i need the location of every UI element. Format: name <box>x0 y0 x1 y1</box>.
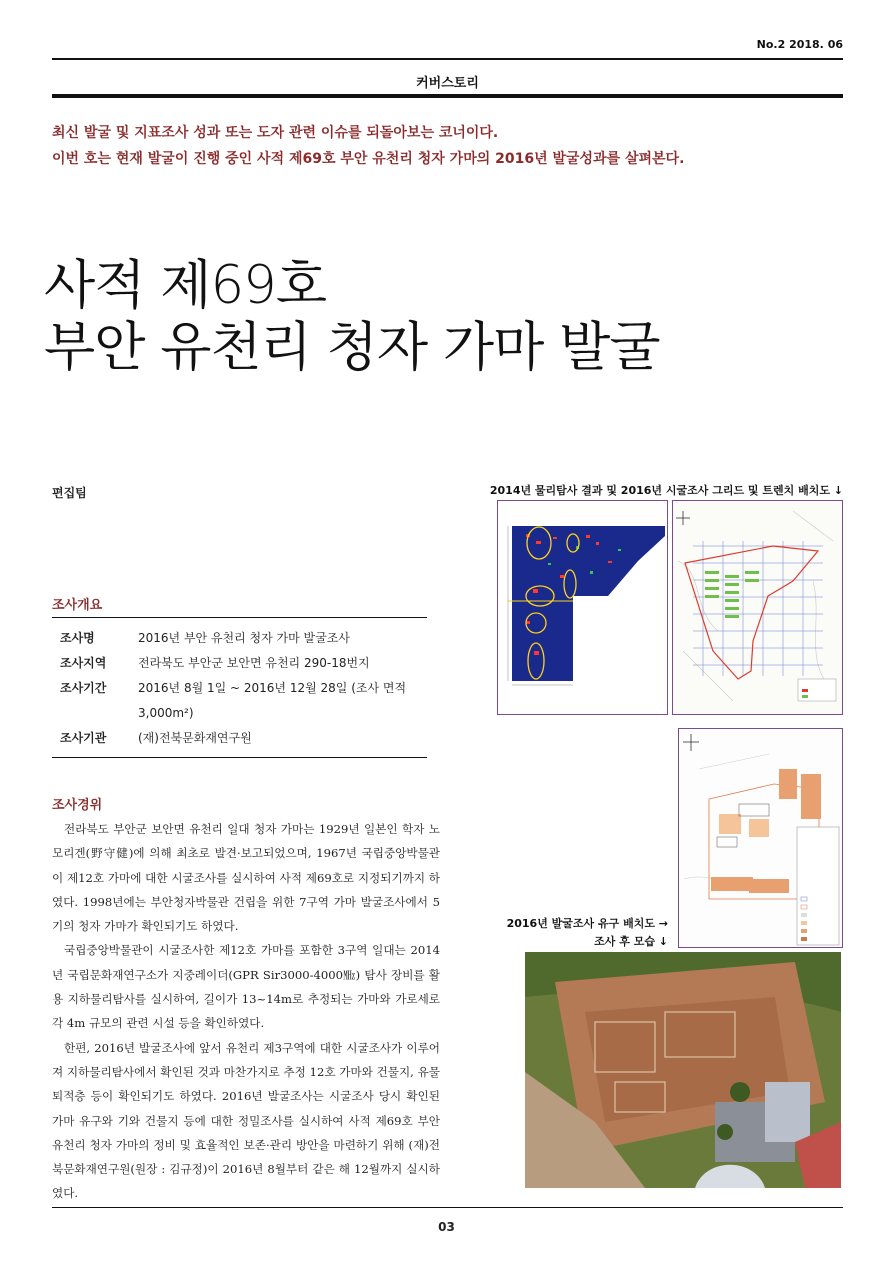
overview-value: 2016년 부안 유천리 청자 가마 발굴조사 <box>138 631 350 645</box>
overview-key: 조사기간 <box>60 681 107 695</box>
site-plan-figure <box>678 728 843 948</box>
figure-caption-top: 2014년 물리탐사 결과 및 2016년 시굴조사 그리드 및 트렌치 배치도 ↓ <box>489 484 843 497</box>
title-line-2: 부안 유천리 청자 가마 발굴 <box>44 317 660 378</box>
overview-value: 전라북도 부안군 보안면 유천리 290-18번지 <box>138 656 370 670</box>
history-paragraph: 전라북도 부안군 보안면 유천리 일대 청자 가마는 1929년 일본인 학자 노모리겐(野守健)에 의해 최초로 발견·보고되었으며, 1967년 국립중앙박물관이 제12호 가마에 대한 시굴조사를 실시하여 사적 제69호로 지정되기까지 하였다. 1998년에는 부안청자박물관 건립을 위한 7구역 가마 발굴조사에서 5기의 청자 가마가 확인되기도 하였다. <box>52 822 440 934</box>
figure-caption-line: 2016년 발굴조사 유구 배치도 → <box>506 917 668 930</box>
overview-row <box>52 676 427 726</box>
history-body <box>52 817 440 1206</box>
overview-key: 조사지역 <box>60 656 107 670</box>
history-paragraph: 한편, 2016년 발굴조사에 앞서 유천리 제3구역에 대한 시굴조사가 이루어져 지하물리탐사에서 확인된 것과 마찬가지로 추정 12호 가마와 건물지, 유물 퇴적층 등이 확인되기도 하였다. 2016년 발굴조사는 시굴조사 당시 확인된 가마 유구와 기와 건물지 등에 대한 정밀조사를 실시하여 사적 제69호 부안 유천리 청자 가마의 정비 및 효율적인 보존·관리 방안을 마련하기 위해 (재)전북문화재연구원(원장 : 김규정)이 2016년 8월부터 같은 해 12월까지 실시하였다. <box>52 1040 440 1201</box>
site-plan-map <box>679 729 842 947</box>
top-rule <box>52 58 843 60</box>
section-title: 커버스토리 <box>416 76 479 91</box>
intro-line: 최신 발굴 및 지표조사 성과 또는 도자 관련 이슈를 되돌아보는 코너이다. <box>52 125 499 141</box>
trial-grid-figure <box>672 500 843 715</box>
overview-value: 2016년 8월 1일 ~ 2016년 12월 28일 (조사 면적 3,000m²) <box>138 681 407 720</box>
overview-heading: 조사개요 <box>52 598 103 613</box>
section-rule <box>52 94 843 98</box>
editor-credit: 편집팀 <box>52 486 87 500</box>
intro-text <box>52 120 684 172</box>
page-number: 03 <box>438 1220 455 1234</box>
figure-caption-mid <box>507 915 668 951</box>
intro-line: 이번 호는 현재 발굴이 진행 중인 사적 제69호 부안 유천리 청자 가마의 2016년 발굴성과를 살펴본다. <box>52 151 685 167</box>
overview-table <box>52 617 427 758</box>
history-paragraph: 국립중앙박물관이 시굴조사한 제12호 가마를 포함한 3구역 일대는 2014년 국립문화재연구소가 지중레이더(GPR Sir3000-4000㎒) 탐사 장비를 활용 지하물리탐사를 실시하여, 길이가 13~14m로 추정되는 가마와 가로세로 각 4m 규모의 관련 시설 등을 확인하였다. <box>52 943 440 1031</box>
gpr-survey-figure <box>497 500 668 715</box>
overview-key: 조사명 <box>60 631 95 645</box>
overview-row <box>52 726 427 751</box>
history-heading: 조사경위 <box>52 798 103 813</box>
bottom-rule <box>52 1207 843 1208</box>
title-line-1: 사적 제69호 <box>44 255 327 316</box>
overview-row <box>52 626 427 651</box>
overview-key: 조사기관 <box>60 731 107 745</box>
issue-number: No.2 2018. 06 <box>756 38 843 51</box>
article-title <box>44 255 660 379</box>
gpr-survey-map <box>498 501 667 714</box>
overview-value: (재)전북문화재연구원 <box>138 731 252 745</box>
figure-caption-line: 조사 후 모습 ↓ <box>594 935 668 948</box>
trial-grid-map <box>673 501 842 714</box>
overview-row <box>52 651 427 676</box>
aerial-photo <box>525 952 841 1188</box>
aerial-photo-illustration <box>525 952 841 1188</box>
